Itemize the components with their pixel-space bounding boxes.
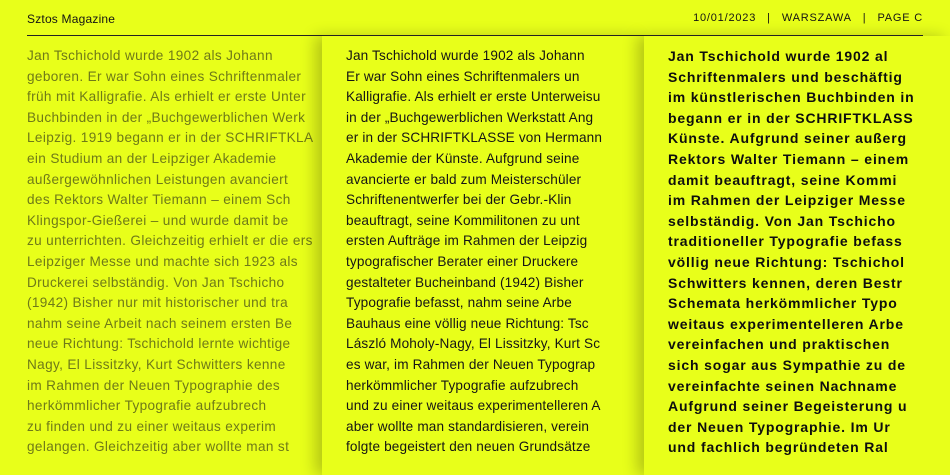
text-line: sich sogar aus Sympathie zu de	[668, 356, 906, 373]
text-line: folgte begeistert den neuen Grundsätze	[346, 439, 591, 455]
text-line: er in der SCHRIFTKLASSE von Hermann	[346, 130, 603, 146]
text-block	[644, 36, 950, 458]
text-line: früh mit Kalligrafie. Als erhielt er erste Unter	[27, 89, 306, 105]
text-block	[0, 36, 322, 458]
text-line: herkömmlicher Typografie aufzubrech	[27, 398, 267, 414]
header-divider	[27, 35, 923, 36]
text-line: Klingspor-Gießerei – und wurde damit be	[27, 212, 289, 228]
text-line: Schemata herkömmlicher Typo	[668, 295, 898, 312]
text-line: im Rahmen der Leipziger Messe	[668, 192, 906, 209]
text-line: Aufgrund seiner Begeisterung u	[668, 398, 908, 415]
text-line: Er war Sohn eines Schriftenmalers un	[346, 68, 580, 84]
text-line: zu unterrichten. Gleichzeitig erhielt er die ers	[27, 233, 313, 249]
text-line: des Rektors Walter Tiemann – einem Sch	[27, 192, 291, 208]
text-line: und zu einer weitaus experimentelleren A	[346, 398, 601, 414]
text-line: weitaus experimentelleren Arbe	[668, 315, 904, 332]
text-line: im künstlerischen Buchbinden in	[668, 89, 915, 106]
text-line: (1942) Bisher nur mit historischer und tra	[27, 295, 289, 311]
issue-meta	[693, 12, 923, 24]
text-line: es war, im Rahmen der Neuen Typograp	[346, 356, 596, 372]
text-line: Jan Tschichold wurde 1902 al	[668, 48, 889, 64]
text-line: Schwitters kennen, deren Bestr	[668, 274, 903, 291]
text-line: geboren. Er war Sohn eines Schriftenmaler	[27, 68, 302, 84]
text-line: gelangen. Gleichzeitig aber wollte man st	[27, 439, 290, 455]
text-line: ersten Aufträge im Rahmen der Leipzig	[346, 233, 588, 249]
text-line: außergewöhnlichen Leistungen avanciert	[27, 171, 289, 187]
page-label: PAGE C	[877, 12, 923, 24]
text-line: Rektors Walter Tiemann – einem	[668, 150, 910, 167]
text-line: der Neuen Typographie. Im Ur	[668, 418, 891, 435]
meta-separator: |	[767, 12, 771, 24]
page-header	[0, 0, 950, 36]
text-line: László Moholy-Nagy, El Lissitzky, Kurt Sc	[346, 336, 601, 352]
text-line: nahm seine Arbeit nach seinem ersten Be	[27, 315, 293, 331]
meta-separator: |	[862, 12, 867, 24]
text-line: aber wollte man standardisieren, verein	[346, 418, 590, 434]
text-line: völlig neue Richtung: Tschichol	[668, 253, 905, 270]
text-line: Typografie befasst, nahm seine Arbe	[346, 295, 572, 311]
text-line: Nagy, El Lissitzky, Kurt Schwitters kenne	[27, 356, 286, 372]
text-line: Bauhaus eine völlig neue Richtung: Tsc	[346, 315, 589, 331]
text-line: neue Richtung: Tschichold lernte wichtige	[27, 336, 291, 352]
text-block	[322, 36, 644, 458]
text-line: Jan Tschichold wurde 1902 als Johann	[346, 48, 585, 63]
text-line: typografischer Berater einer Druckere	[346, 253, 579, 269]
text-panel-bold	[644, 36, 950, 475]
text-line: in der „Buchgewerblichen Werkstatt Ang	[346, 109, 594, 125]
text-line: Akademie der Künste. Aufgrund seine	[346, 150, 580, 166]
text-line: Buchbinden in der „Buchgewerblichen Werk	[27, 109, 306, 125]
text-line: beauftragt, seine Kommilitonen zu unt	[346, 212, 580, 228]
text-line: vereinfachte seinen Nachname	[668, 377, 898, 394]
text-line: Jan Tschichold wurde 1902 als Johann	[27, 48, 273, 63]
text-line: traditioneller Typografie befass	[668, 233, 903, 250]
text-line: zu finden und zu einer weitaus experim	[27, 418, 277, 434]
magazine-title: Sztos Magazine	[27, 12, 116, 26]
issue-city: WARSZAWA	[781, 12, 852, 24]
text-line: Leipzig. 1919 begann er in der SCHRIFTKLA	[27, 130, 314, 146]
text-panel-light	[0, 36, 322, 475]
text-line: selbständig. Von Jan Tschicho	[668, 212, 896, 229]
text-line: begann er in der SCHRIFTKLASS	[668, 109, 914, 126]
text-line: herkömmlicher Typografie aufzubrech	[346, 377, 579, 393]
text-line: Leipziger Messe und machte sich 1923 als	[27, 253, 298, 269]
text-line: Druckerei selbständig. Von Jan Tschicho	[27, 274, 285, 290]
text-line: und fachlich begründeten Ral	[668, 439, 889, 456]
text-line: Kalligrafie. Als erhielt er erste Unterweisu	[346, 89, 601, 105]
text-line: Künste. Aufgrund seiner außerg	[668, 130, 907, 147]
text-line: im Rahmen der Neuen Typographie des	[27, 377, 281, 393]
text-panel-regular	[322, 36, 644, 475]
issue-date: 10/01/2023	[693, 12, 757, 24]
text-line: Schriftenentwerfer bei der Gebr.-Klin	[346, 192, 572, 208]
text-line: Schriftenmalers und beschäftig	[668, 68, 903, 85]
text-line: vereinfachen und praktischen	[668, 336, 891, 353]
text-line: ein Studium an der Leipziger Akademie	[27, 150, 277, 166]
text-line: gestalteter Bucheinband (1942) Bisher	[346, 274, 584, 290]
text-line: avancierte er bald zum Meisterschüler	[346, 171, 582, 187]
text-line: damit beauftragt, seine Kommi	[668, 171, 898, 188]
